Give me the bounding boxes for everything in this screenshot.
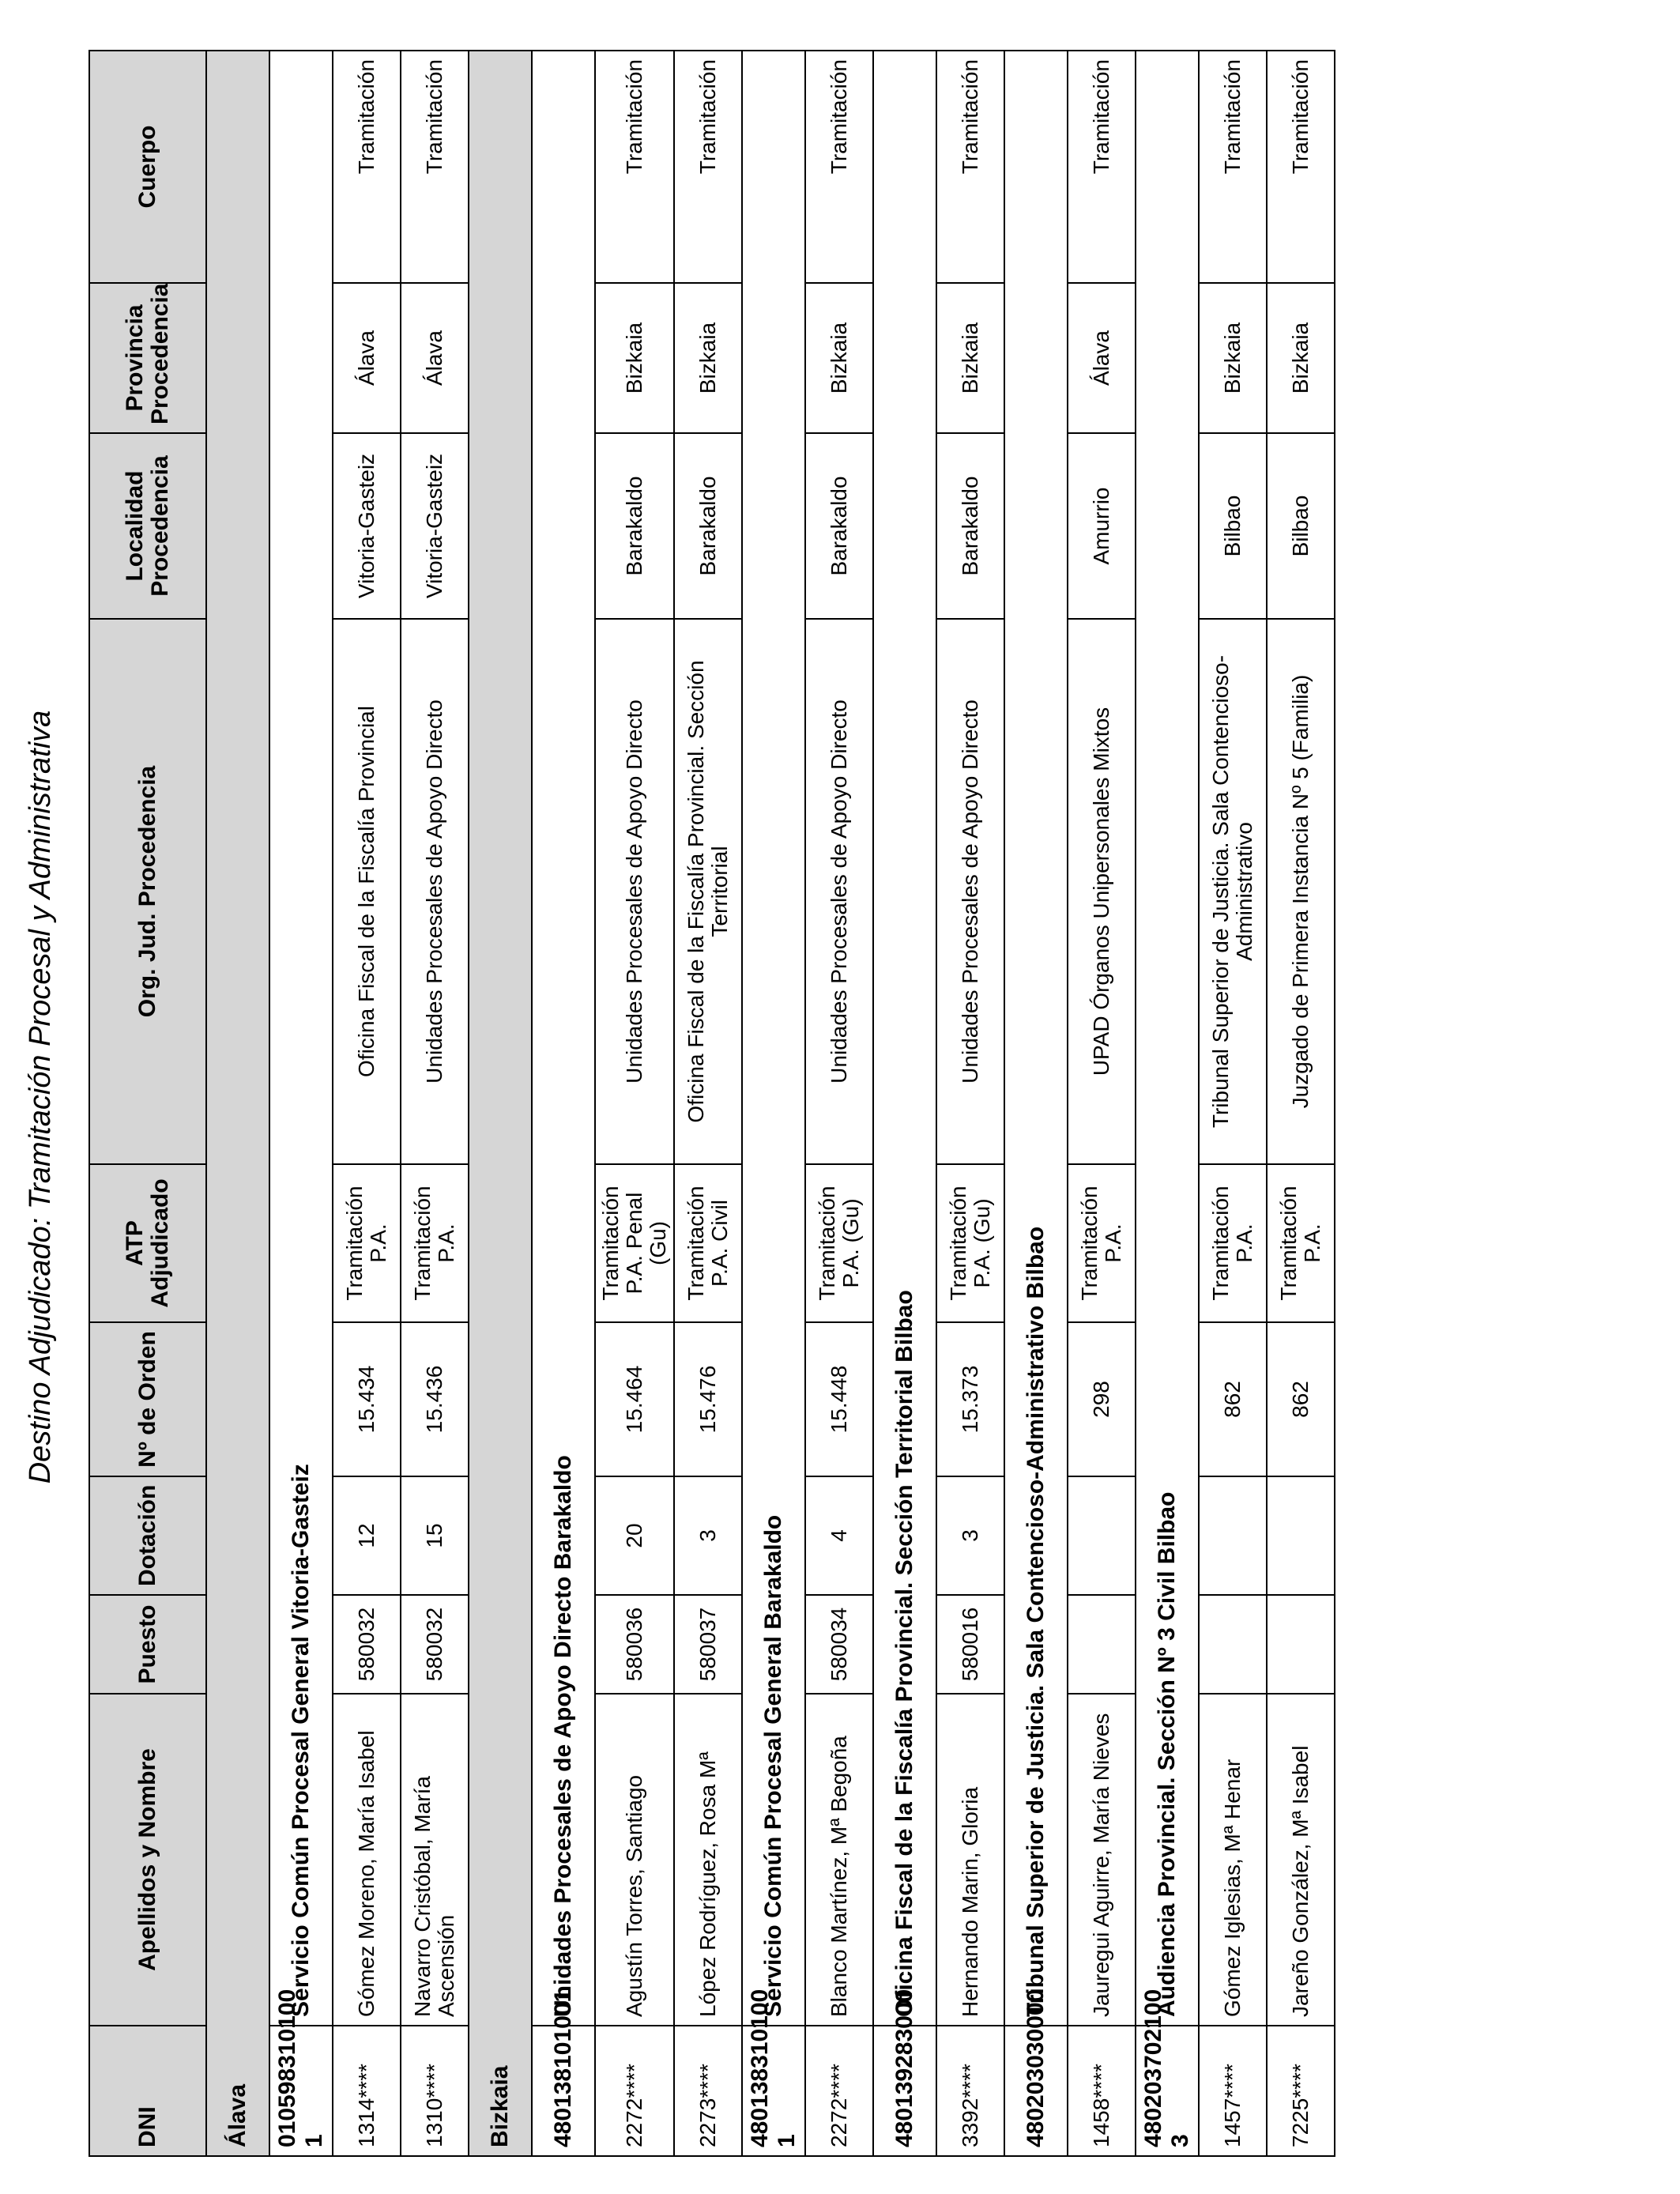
cell-provincia: Bizkaia	[1199, 283, 1267, 433]
cell-localidad: Vitoria-Gasteiz	[401, 433, 469, 619]
province-row	[206, 51, 269, 2156]
cell-provincia: Álava	[401, 283, 469, 433]
cell-cuerpo: Tramitación	[401, 51, 469, 283]
cell-dni: 2272****	[595, 2026, 674, 2156]
cell-provincia: Álava	[333, 283, 401, 433]
table-row	[1068, 51, 1136, 2156]
cell-provincia: Bizkaia	[595, 283, 674, 433]
col-header-nombre: Apellidos y Nombre	[89, 1694, 206, 2026]
cell-nombre: Gómez Moreno, María Isabel	[333, 1694, 401, 2026]
cell-orden: 862	[1199, 1322, 1267, 1476]
cell-nombre: Agustín Torres, Santiago	[595, 1694, 674, 2026]
cell-orden: 298	[1068, 1322, 1136, 1476]
cell-orden: 15.464	[595, 1322, 674, 1476]
cell-dotacion: 12	[333, 1476, 401, 1595]
cell-dni: 2273****	[674, 2026, 742, 2156]
section-code: 480139283000	[873, 2026, 936, 2156]
header-row	[89, 51, 206, 2156]
cell-dotacion: 20	[595, 1476, 674, 1595]
section-row	[742, 51, 805, 2156]
section-name: Audiencia Provincial. Sección Nº 3 Civil Bilbao	[1136, 51, 1199, 2026]
cell-puesto: 580032	[401, 1595, 469, 1694]
cell-dni: 1310****	[401, 2026, 469, 2156]
section-row	[873, 51, 936, 2156]
table-row	[1199, 51, 1267, 2156]
cell-cuerpo: Tramitación	[333, 51, 401, 283]
table-row	[674, 51, 742, 2156]
cell-atp: Tramitación P.A.	[401, 1164, 469, 1322]
section-code: 480138101001	[532, 2026, 595, 2156]
cell-org: Unidades Procesales de Apoyo Directo	[805, 619, 873, 1164]
cell-provincia: Bizkaia	[805, 283, 873, 433]
cell-orden: 15.434	[333, 1322, 401, 1476]
cell-puesto	[1068, 1595, 1136, 1694]
province-name: Álava	[206, 51, 269, 2156]
col-header-dni: DNI	[89, 2026, 206, 2156]
cell-dotacion: 4	[805, 1476, 873, 1595]
col-header-puesto: Puesto	[89, 1595, 206, 1694]
section-row	[269, 51, 333, 2156]
cell-localidad: Bilbao	[1199, 433, 1267, 619]
section-code: 480138310100 1	[742, 2026, 805, 2156]
province-name: Bizkaia	[469, 51, 532, 2156]
cell-localidad: Barakaldo	[936, 433, 1004, 619]
section-row	[1136, 51, 1199, 2156]
cell-localidad: Barakaldo	[674, 433, 742, 619]
cell-puesto: 580016	[936, 1595, 1004, 1694]
cell-puesto: 580032	[333, 1595, 401, 1694]
cell-cuerpo: Tramitación	[595, 51, 674, 283]
cell-localidad: Barakaldo	[595, 433, 674, 619]
cell-nombre: López Rodríguez, Rosa Mª	[674, 1694, 742, 2026]
cell-org: Tribunal Superior de Justicia. Sala Contencioso-Administrativo	[1199, 619, 1267, 1164]
cell-orden: 15.476	[674, 1322, 742, 1476]
cell-cuerpo: Tramitación	[674, 51, 742, 283]
table-row	[1267, 51, 1335, 2156]
cell-orden: 15.373	[936, 1322, 1004, 1476]
cell-atp: Tramitación P.A. Civil	[674, 1164, 742, 1322]
table-row	[401, 51, 469, 2156]
cell-puesto	[1199, 1595, 1267, 1694]
table-row	[805, 51, 873, 2156]
col-header-localidad: Localidad Procedencia	[89, 433, 206, 619]
cell-nombre: Hernando Marin, Gloria	[936, 1694, 1004, 2026]
cell-dni: 1458****	[1068, 2026, 1136, 2156]
cell-atp: Tramitación P.A. (Gu)	[805, 1164, 873, 1322]
cell-cuerpo: Tramitación	[805, 51, 873, 283]
col-header-atp: ATP Adjudicado	[89, 1164, 206, 1322]
cell-puesto: 580037	[674, 1595, 742, 1694]
cell-cuerpo: Tramitación	[1068, 51, 1136, 283]
cell-localidad: Bilbao	[1267, 433, 1335, 619]
cell-cuerpo: Tramitación	[1199, 51, 1267, 283]
section-row	[532, 51, 595, 2156]
cell-puesto: 580036	[595, 1595, 674, 1694]
table-row	[595, 51, 674, 2156]
cell-atp: Tramitación P.A.	[1068, 1164, 1136, 1322]
cell-dni: 2272****	[805, 2026, 873, 2156]
cell-atp: Tramitación P.A. (Gu)	[936, 1164, 1004, 1322]
cell-org: UPAD Órganos Unipersonales Mixtos	[1068, 619, 1136, 1164]
cell-puesto: 580034	[805, 1595, 873, 1694]
col-header-org: Org. Jud. Procedencia	[89, 619, 206, 1164]
section-name: Oficina Fiscal de la Fiscalía Provincial. Sección Territorial Bilbao	[873, 51, 936, 2026]
cell-dotacion: 3	[936, 1476, 1004, 1595]
col-header-cuerpo: Cuerpo	[89, 51, 206, 283]
cell-nombre: Gómez Iglesias, Mª Henar	[1199, 1694, 1267, 2026]
col-header-dotacion: Dotación	[89, 1476, 206, 1595]
document-title: Destino Adjudicado: Tramitación Procesal y Administrativa	[24, 710, 57, 1484]
section-name: Servicio Común Procesal General Barakaldo	[742, 51, 805, 2026]
cell-dotacion	[1199, 1476, 1267, 1595]
cell-atp: Tramitación P.A. Penal (Gu)	[595, 1164, 674, 1322]
cell-localidad: Vitoria-Gasteiz	[333, 433, 401, 619]
cell-atp: Tramitación P.A.	[333, 1164, 401, 1322]
cell-puesto	[1267, 1595, 1335, 1694]
cell-localidad: Barakaldo	[805, 433, 873, 619]
cell-org: Unidades Procesales de Apoyo Directo	[936, 619, 1004, 1164]
section-row	[1004, 51, 1068, 2156]
cell-provincia: Bizkaia	[674, 283, 742, 433]
section-name: Tribunal Superior de Justicia. Sala Contencioso-Administrativo Bilbao	[1004, 51, 1068, 2026]
cell-atp: Tramitación P.A.	[1199, 1164, 1267, 1322]
cell-dotacion: 3	[674, 1476, 742, 1595]
cell-org: Oficina Fiscal de la Fiscalía Provincial	[333, 619, 401, 1164]
cell-nombre: Jareño González, Mª Isabel	[1267, 1694, 1335, 2026]
province-row	[469, 51, 532, 2156]
cell-dotacion	[1267, 1476, 1335, 1595]
cell-dni: 3392****	[936, 2026, 1004, 2156]
col-header-provincia: Provincia Procedencia	[89, 283, 206, 433]
cell-orden: 862	[1267, 1322, 1335, 1476]
section-name: Unidades Procesales de Apoyo Directo Barakaldo	[532, 51, 595, 2026]
table-body	[206, 51, 1335, 2156]
cell-localidad: Amurrio	[1068, 433, 1136, 619]
cell-dni: 1457****	[1199, 2026, 1267, 2156]
cell-org: Unidades Procesales de Apoyo Directo	[401, 619, 469, 1164]
cell-provincia: Bizkaia	[1267, 283, 1335, 433]
cell-provincia: Bizkaia	[936, 283, 1004, 433]
table-row	[936, 51, 1004, 2156]
cell-dni: 7225****	[1267, 2026, 1335, 2156]
cell-nombre: Navarro Cristóbal, María Ascensión	[401, 1694, 469, 2026]
cell-dotacion: 15	[401, 1476, 469, 1595]
table-row	[333, 51, 401, 2156]
cell-nombre: Blanco Martínez, Mª Begoña	[805, 1694, 873, 2026]
section-code: 010598310100 1	[269, 2026, 333, 2156]
cell-org: Juzgado de Primera Instancia Nº 5 (Familia)	[1267, 619, 1335, 1164]
cell-nombre: Jauregui Aguirre, María Nieves	[1068, 1694, 1136, 2026]
cell-dni: 1314****	[333, 2026, 401, 2156]
cell-org: Unidades Procesales de Apoyo Directo	[595, 619, 674, 1164]
cell-provincia: Álava	[1068, 283, 1136, 433]
cell-orden: 15.436	[401, 1322, 469, 1476]
section-code: 480203030000	[1004, 2026, 1068, 2156]
assignment-table	[89, 50, 1335, 2157]
cell-cuerpo: Tramitación	[936, 51, 1004, 283]
section-name: Servicio Común Procesal General Vitoria-Gasteiz	[269, 51, 333, 2026]
cell-atp: Tramitación P.A.	[1267, 1164, 1335, 1322]
cell-org: Oficina Fiscal de la Fiscalía Provincial. Sección Territorial	[674, 619, 742, 1164]
section-code: 480203702100 3	[1136, 2026, 1199, 2156]
col-header-orden: Nº de Orden	[89, 1322, 206, 1476]
cell-orden: 15.448	[805, 1322, 873, 1476]
cell-cuerpo: Tramitación	[1267, 51, 1335, 283]
cell-dotacion	[1068, 1476, 1136, 1595]
